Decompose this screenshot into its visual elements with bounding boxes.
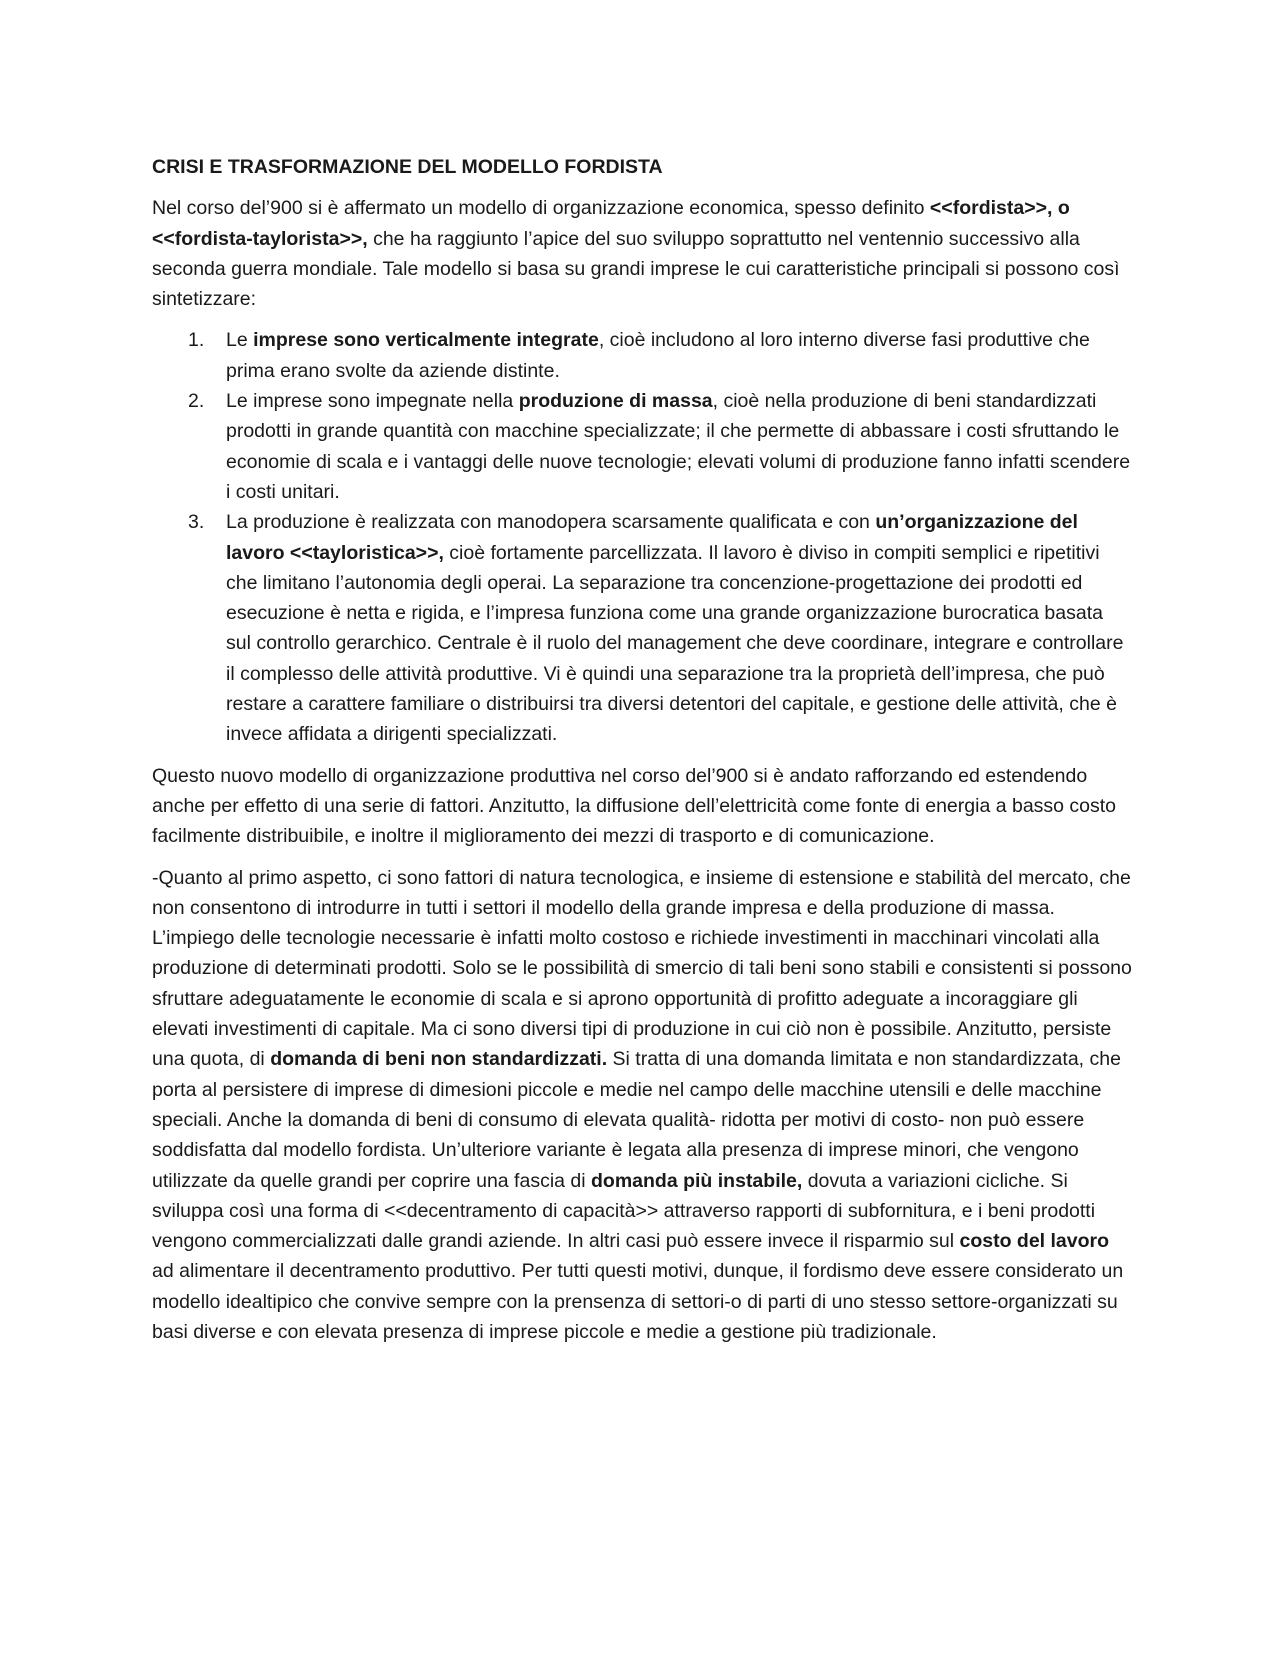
list-number: 2. xyxy=(188,390,205,413)
para3-bold-term-1: domanda di beni non standardizzati. xyxy=(270,1048,608,1071)
third-paragraph xyxy=(152,863,1132,1348)
list-bold-term: produzione di massa xyxy=(518,390,713,413)
list-bold-term: un’organizzazione del lavoro <<tayloristica>>, xyxy=(226,511,1078,564)
intro-text-1: Nel corso del’900 si è affermato un modello di organizzazione economica, spesso definito xyxy=(152,197,930,220)
list-number: 3. xyxy=(188,511,205,534)
para3-text-4: ad alimentare il decentramento produttivo. Per tutti questi motivi, dunque, il fordismo deve essere considerato un modello idealtipico che convive sempre con la prensenza di settori-o di parti di uno stesso settore-organizzati su basi diverse e con elevata presenza di imprese piccole e medie a gestione più tradizionale. xyxy=(152,1260,1124,1343)
list-text: La produzione è realizzata con manodopera scarsamente qualificata e con xyxy=(226,511,876,534)
list-item xyxy=(152,386,1132,507)
second-paragraph: Questo nuovo modello di organizzazione produttiva nel corso del’900 si è andato rafforzando ed estendendo anche per effetto di una serie di fattori. Anzitutto, la diffusione dell’elettricità come fonte di energia a basso costo facilmente distribuibile, e inoltre il miglioramento dei mezzi di trasporto e di comunicazione. xyxy=(152,764,1117,848)
list-text: Le imprese sono impegnate nella xyxy=(226,390,519,413)
list-item xyxy=(152,507,1132,749)
document-title: CRISI E TRASFORMAZIONE DEL MODELLO FORDISTA xyxy=(152,156,663,178)
list-number: 1. xyxy=(188,329,205,352)
list-item xyxy=(152,325,1132,386)
intro-paragraph xyxy=(152,193,1132,314)
intro-text-2: che ha raggiunto l’apice del suo sviluppo soprattutto nel ventennio successivo alla seconda guerra mondiale. Tale modello si basa su grandi imprese le cui caratteristiche principali si possono così sintetizzare: xyxy=(152,227,1120,311)
para3-text-2: Si tratta di una domanda limitata e non standardizzata, che porta al persistere di imprese di dimesioni piccole e medie nel campo delle macchine utensili e delle macchine speciali. Anche la domanda di beni di consumo di elevata qualità- ridotta per motivi di costo- non può essere soddisfatta dal modello fordista. Un’ulteriore variante è legata alla presenza di imprese minori, che vengono utilizzate da quelle grandi per coprire una fascia di xyxy=(152,1048,1121,1192)
list-text: , cioè includono al loro interno diverse fasi produttive che prima erano svolte da aziende distinte. xyxy=(226,329,1090,382)
para3-bold-term-3: costo del lavoro xyxy=(959,1230,1110,1253)
list-text: cioè fortamente parcellizzata. Il lavoro è diviso in compiti semplici e ripetitivi che limitano l’autonomia degli operai. La separazione tra concenzione-progettazione dei prodotti ed esecuzione è netta e rigida, e l’impresa funziona come una grande organizzazione burocratica basata sul controllo gerarchico. Centrale è il ruolo del management che deve coordinare, integrare e controllare il complesso delle attività produttive. Vi è quindi una separazione tra la proprietà dell’impresa, che può restare a carattere familiare o distribuirsi tra diversi detentori del capitale, e gestione delle attività, che è invece affidata a dirigenti specializzati. xyxy=(226,541,1124,746)
para3-text-3: dovuta a variazioni cicliche. Si sviluppa così una forma di <<decentramento di capacità>> attraverso rapporti di subfornitura, e i beni prodotti vengono commercializzati dalle grandi aziende. In altri casi può essere invece il risparmio sul xyxy=(152,1169,1096,1253)
document-page xyxy=(152,152,1132,1358)
para3-bold-term-2: domanda più instabile, xyxy=(591,1169,803,1192)
characteristics-list xyxy=(152,325,1132,749)
list-text: , cioè nella produzione di beni standardizzati prodotti in grande quantità con macchine specializzate; il che permette di abbassare i costi sfruttando le economie di scala e i vantaggi delle nuove tecnologie; elevati volumi di produzione fanno infatti scendere i costi unitari. xyxy=(226,390,1131,503)
para3-text-1: -Quanto al primo aspetto, ci sono fattori di natura tecnologica, e insieme di estensione e stabilità del mercato, che non consentono di introdurre in tutti i settori il modello della grande impresa e della produzione di massa. L’impiego delle tecnologie necessarie è infatti molto costoso e richiede investimenti in macchinari vincolati alla produzione di determinati prodotti. Solo se le possibilità di smercio di tali beni sono stabili e consistenti si possono sfruttare adeguatamente le economie di scala e si aprono opportunità di profitto adeguate a incoraggiare gli elevati investimenti di capitale. Ma ci sono diversi tipi di produzione in cui ciò non è possibile. Anzitutto, persiste una quota, di xyxy=(152,866,1132,1071)
list-bold-term: imprese sono verticalmente integrate xyxy=(253,329,599,352)
list-text: Le xyxy=(226,329,254,352)
intro-bold-term: <<fordista>>, o <<fordista-taylorista>>, xyxy=(152,197,1070,250)
